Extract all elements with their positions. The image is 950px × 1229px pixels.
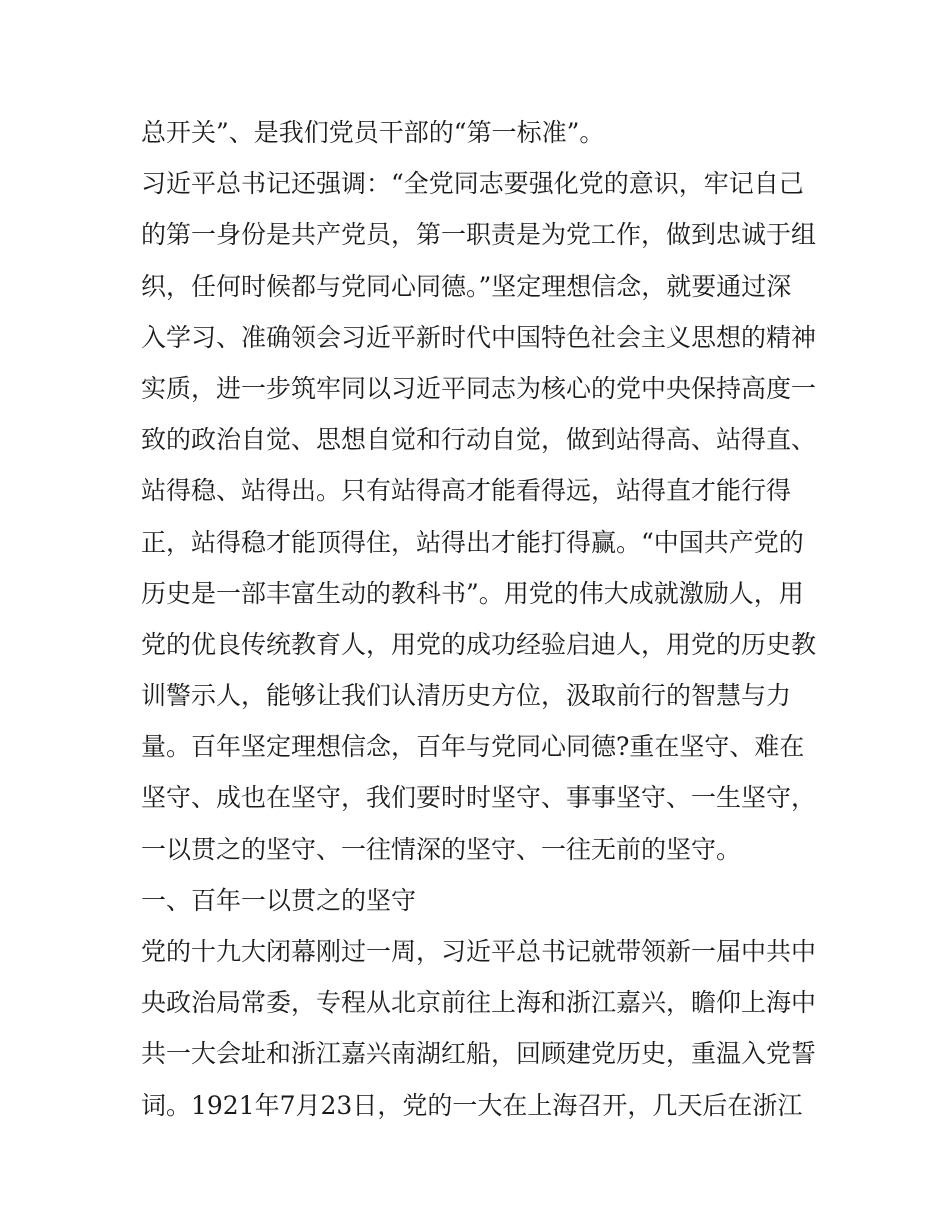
document-body [141,107,821,1131]
text-line: 词。1921年7月23日，党的一大在上海召开，几天后在浙江 [141,1090,803,1120]
text-line: 正，站得稳才能顶得住，站得出才能打得赢。“中国共产党的 [141,527,804,557]
text-line: 央政治局常委，专程从北京前往上海和浙江嘉兴，瞻仰上海中 [141,988,817,1018]
text-line: 入学习、准确领会习近平新时代中国特色社会主义思想的精神 [141,322,817,352]
text-line: 党的十九大闭幕刚过一周，习近平总书记就带领新一届中共中 [141,937,817,966]
text-line: 一以贯之的坚守、一往情深的坚守、一往无前的坚守。 [141,834,742,864]
text-line: 总开关”、是我们党员干部的“第一标准”。 [141,118,605,147]
text-line: 的第一身份是共产党员，第一职责是为党工作，做到忠诚于组 [141,220,817,250]
text-line: 量。百年坚定理想信念，百年与党同心同德?重在坚守、难在 [141,732,805,762]
text-line: 致的政治自觉、思想自觉和行动自觉，做到站得高、站得直、 [141,425,817,455]
text-line: 习近平总书记还强调：“全党同志要强化党的意识，牢记自己 [141,169,804,199]
text-line: 历史是一部丰富生动的教科书”。用党的伟大成就激励人，用 [141,578,804,608]
text-line: 党的优良传统教育人，用党的成功经验启迪人，用党的历史教 [141,629,817,659]
text-line: 坚守、成也在坚守，我们要时时坚守、事事坚守、一生坚守， [141,783,817,813]
text-line: 共一大会址和浙江嘉兴南湖红船，回顾建党历史，重温入党誓 [141,1039,817,1069]
text-line: 训警示人，能够让我们认清历史方位，汲取前行的智慧与力 [141,681,792,711]
text-line: 站得稳、站得出。只有站得高才能看得远，站得直才能行得 [141,476,792,506]
text-line: 实质，进一步筑牢同以习近平同志为核心的党中央保持高度一 [141,373,817,403]
section-heading: 一、百年一以贯之的坚守 [141,885,417,915]
text-line: 织，任何时候都与党同心同德。”坚定理想信念，就要通过深 [141,271,792,301]
